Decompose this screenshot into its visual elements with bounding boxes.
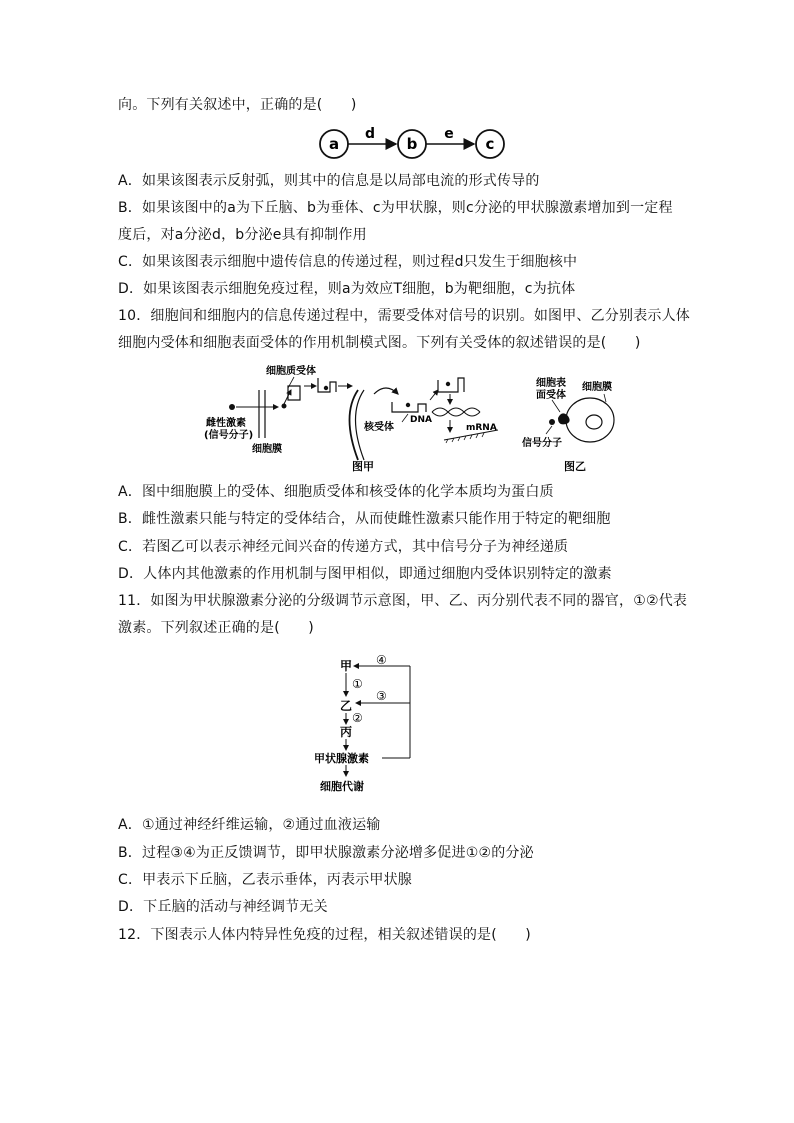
caption-fig-jia: 图甲 xyxy=(352,460,374,473)
q10-option-b: B．雌性激素只能与特定的受体结合，从而使雌性激素只能作用于特定的靶细胞 xyxy=(118,511,611,527)
q10-stem-line2: 细胞内受体和细胞表面受体的作用机制模式图。下列有关受体的叙述错误的是( ) xyxy=(118,335,641,351)
estrogen-label: 雌性激素 xyxy=(206,418,246,429)
cell-yi xyxy=(566,398,614,442)
nuclear-receptor-label: 核受体 xyxy=(364,422,394,433)
q12-stem-line1: 12．下图表示人体内特异性免疫的过程，相关叙述错误的是( ) xyxy=(118,927,531,943)
receptor-mechanism-figure xyxy=(196,360,626,478)
q11-option-c: C．甲表示下丘脑，乙表示垂体，丙表示甲状腺 xyxy=(118,872,412,888)
feedback-3-label: ③ xyxy=(376,689,387,703)
q11-option-a: A．①通过神经纤维运输，②通过血液运输 xyxy=(118,817,381,833)
q9-option-c: C．如果该图表示细胞中遗传信息的传递过程，则过程d只发生于细胞核中 xyxy=(118,254,578,270)
hormone-1-label: ① xyxy=(352,677,363,691)
signal-molecule-label: 信号分子 xyxy=(522,438,562,449)
caption-fig-yi: 图乙 xyxy=(564,460,586,473)
q11-stem-line2: 激素。下列叙述正确的是( ) xyxy=(118,620,314,636)
cell-membrane-label-yi: 细胞膜 xyxy=(582,382,612,393)
q10-stem-line1: 10．细胞间和细胞内的信息传递过程中，需要受体对信号的识别。如图甲、乙分别表示人体 xyxy=(118,308,691,324)
organ-bing: 丙 xyxy=(340,725,353,739)
abc-flow-diagram xyxy=(312,124,512,164)
surface-receptor-label-1: 细胞表 xyxy=(536,378,566,389)
organ-yi: 乙 xyxy=(340,699,353,713)
node-b-label: b xyxy=(406,135,418,153)
membrane-label-jia: 细胞膜 xyxy=(252,444,282,455)
q9-option-b-line1: B．如果该图中的a为下丘脑、b为垂体、c为甲状腺，则c分泌的甲状腺激素增加到一定程 xyxy=(118,200,673,216)
arrow-d-label: d xyxy=(364,126,376,142)
q11-option-d: D．下丘脑的活动与神经调节无关 xyxy=(118,899,328,915)
dna-label: DNA xyxy=(410,415,432,425)
cell-metabolism-label: 细胞代谢 xyxy=(320,780,364,792)
cytoplasm-receptor-label: 细胞质受体 xyxy=(266,366,316,377)
q11-option-b: B．过程③④为正反馈调节，即甲状腺激素分泌增多促进①②的分泌 xyxy=(118,845,534,861)
thyroid-regulation-diagram xyxy=(306,652,436,792)
node-a-label: a xyxy=(328,135,340,153)
hormone-2-label: ② xyxy=(352,711,363,725)
q10-option-a: A．图中细胞膜上的受体、细胞质受体和核受体的化学本质均为蛋白质 xyxy=(118,484,554,500)
signal-dot-yi xyxy=(549,419,555,425)
arrow-e-label: e xyxy=(444,126,454,142)
node-c-label: c xyxy=(485,135,495,153)
q10-option-c: C．若图乙可以表示神经元间兴奋的传递方式，其中信号分子为神经递质 xyxy=(118,539,569,555)
q9-option-d: D．如果该图表示细胞免疫过程，则a为效应T细胞，b为靶细胞，c为抗体 xyxy=(118,281,576,297)
q9-option-a: A．如果该图表示反射弧，则其中的信息是以局部电流的形式传导的 xyxy=(118,173,540,189)
intro-tail-line: 向。下列有关叙述中，正确的是( ) xyxy=(118,97,357,113)
surface-receptor-label-2: 面受体 xyxy=(536,390,566,401)
signal-molecule-paren-label: (信号分子) xyxy=(204,430,254,441)
organ-jia: 甲 xyxy=(340,659,353,673)
mrna-label: mRNA xyxy=(466,423,497,433)
q10-option-d: D．人体内其他激素的作用机制与图甲相似，即通过细胞内受体识别特定的激素 xyxy=(118,566,612,582)
q9-option-b-line2: 度后，对a分泌d，b分泌e具有抑制作用 xyxy=(118,227,367,243)
thyroid-hormone-label: 甲状腺激素 xyxy=(314,752,369,765)
q11-stem-line1: 11．如图为甲状腺激素分泌的分级调节示意图，甲、乙、丙分别代表不同的器官，①②代表 xyxy=(118,593,688,609)
hormone-dot xyxy=(229,404,235,410)
feedback-4-label: ④ xyxy=(376,653,387,667)
